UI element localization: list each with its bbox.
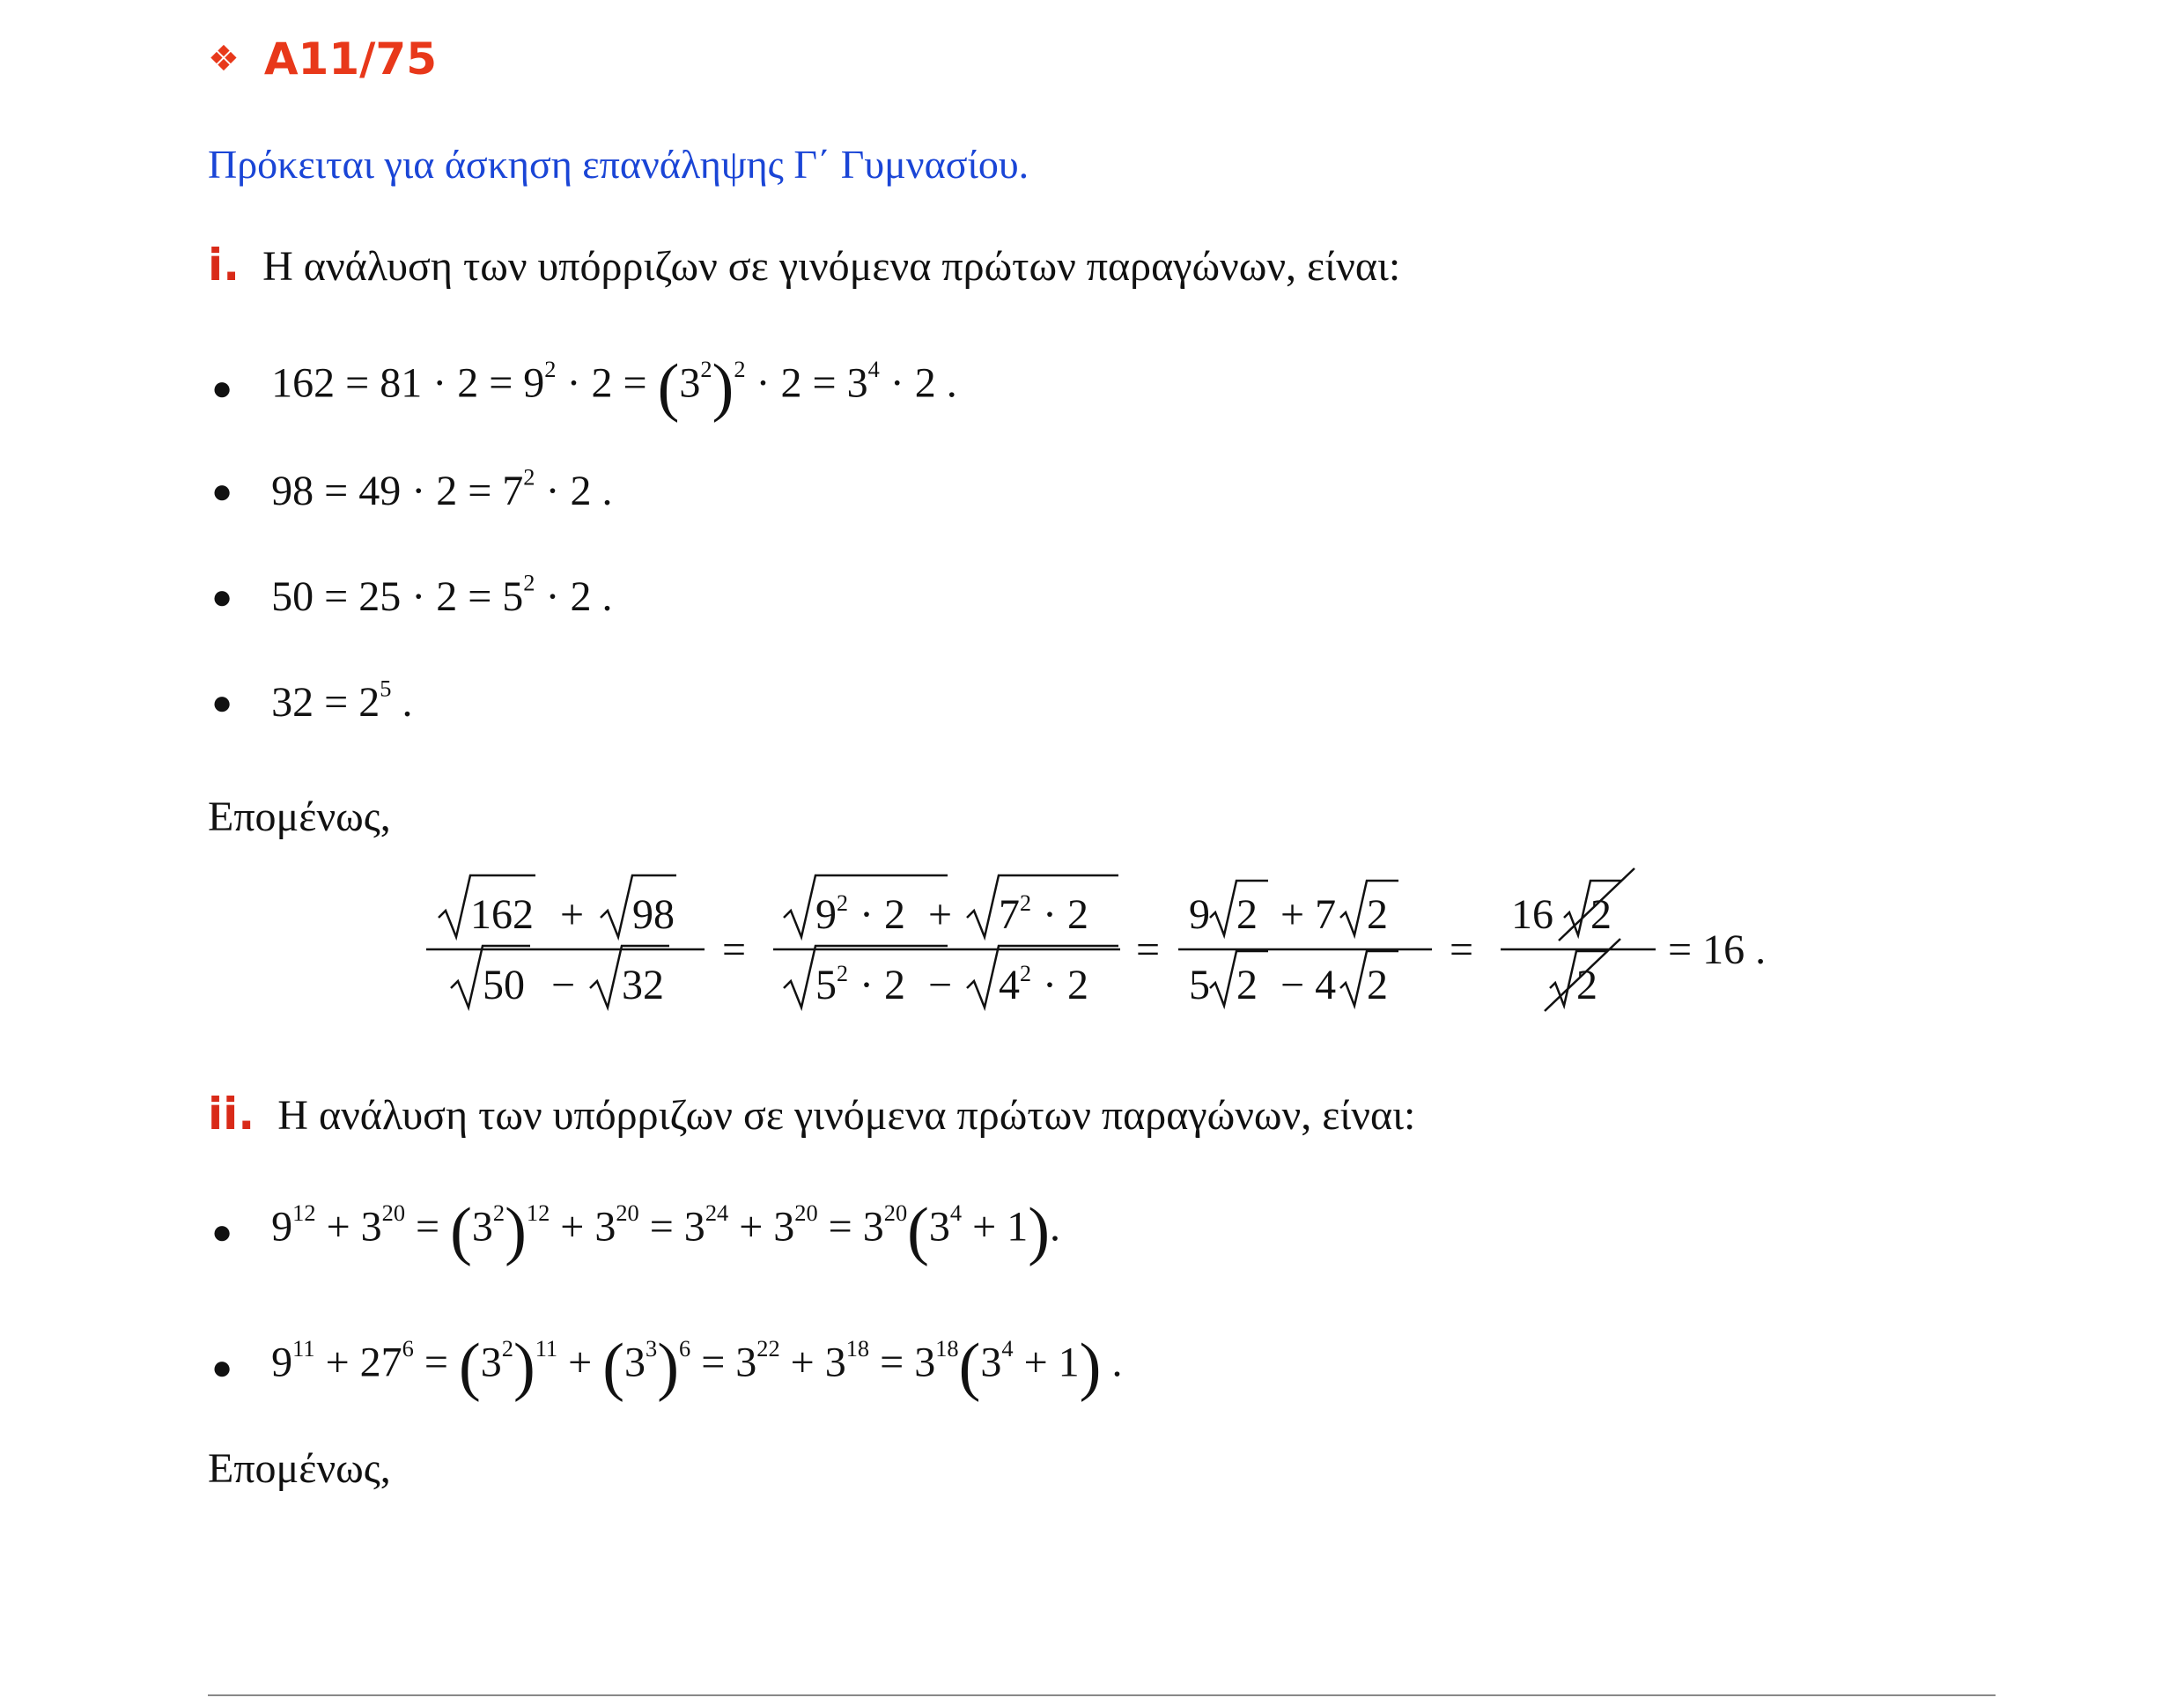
- svg-text:=: =: [1136, 926, 1161, 973]
- list-item: [211, 351, 957, 425]
- svg-text:+: +: [928, 891, 953, 938]
- part-ii-number: ii.: [208, 1089, 255, 1140]
- frac-result: = 16 .: [1668, 926, 1767, 973]
- frac1-num-a: 162: [470, 891, 534, 938]
- exercise-label: A11/75: [263, 33, 437, 85]
- svg-text:2: 2: [1020, 890, 1031, 916]
- exercise-heading: [208, 33, 437, 85]
- part-i-number: i.: [208, 240, 240, 291]
- svg-text:9: 9: [815, 891, 837, 938]
- svg-text:2: 2: [1367, 891, 1388, 938]
- diamond-bullet-icon: ❖: [208, 39, 240, 79]
- list-item: [211, 569, 613, 621]
- bullet-icon: ●: [211, 577, 233, 616]
- bullet-icon: ●: [211, 1347, 233, 1387]
- svg-text:+: +: [560, 891, 585, 938]
- equation-50: $50 = 25 \cdot 2 = 5^2 \cdot 2$ .: [271, 569, 613, 620]
- svg-text:· 2: · 2: [1043, 891, 1088, 938]
- svg-text:· 2: · 2: [860, 962, 905, 1008]
- svg-text:· 2: · 2: [860, 891, 905, 938]
- svg-text:5: 5: [1189, 962, 1210, 1008]
- part-ii-text: Η ανάλυση των υπόρριζων σε γινόμενα πρώτων παραγώνων, είναι:: [277, 1092, 1416, 1139]
- bullet-icon: ●: [211, 471, 233, 511]
- svg-text:2: 2: [837, 890, 848, 916]
- svg-text:2: 2: [1236, 891, 1258, 938]
- svg-text:2: 2: [1590, 891, 1612, 938]
- bullet-icon: ●: [211, 683, 233, 722]
- svg-text:2: 2: [1236, 962, 1258, 1008]
- list-item: [211, 1194, 1060, 1269]
- svg-text:2: 2: [1367, 962, 1388, 1008]
- list-item: [211, 675, 413, 727]
- list-item: [211, 1330, 1122, 1405]
- frac1-den-a: 50: [483, 962, 525, 1008]
- svg-text:2: 2: [1020, 961, 1031, 986]
- list-item: [211, 463, 613, 515]
- equation-32: $32 = 2^5$ .: [271, 675, 413, 726]
- svg-text:−: −: [551, 962, 576, 1008]
- frac1-num-b: 98: [632, 891, 675, 938]
- svg-text:+ 7: + 7: [1280, 891, 1337, 938]
- intro-text: Πρόκειται για άσκηση επανάληψης Γ΄ Γυμνασίου.: [208, 142, 1029, 187]
- therefore-label-2: Επομένως,: [208, 1445, 391, 1492]
- svg-text:5: 5: [815, 962, 837, 1008]
- part-i-header: [208, 240, 1400, 291]
- svg-text:=: =: [722, 926, 747, 973]
- frac1-den-b: 32: [622, 962, 664, 1008]
- equation-9-12: $9^{12} + 3^{20} = (3^2)^{12} + 3^{20} = 3^{24} + 3^{20} = 3^{20}(3^4 + 1)$.: [271, 1195, 1060, 1267]
- svg-text:· 2: · 2: [1043, 962, 1088, 1008]
- part-ii-header: [208, 1089, 1415, 1140]
- footer-divider: [208, 1694, 1996, 1696]
- svg-text:=: =: [1450, 926, 1474, 973]
- therefore-label-1: Επομένως,: [208, 793, 391, 840]
- svg-text:4: 4: [999, 962, 1020, 1008]
- bullet-icon: ●: [211, 1212, 233, 1251]
- equation-162: $162 = 81 \cdot 2 = 9^2 \cdot 2 = (3^2)^2 \cdot 2 = 3^4 \cdot 2$ .: [271, 351, 957, 424]
- frac4-num: 16: [1511, 891, 1553, 938]
- svg-text:7: 7: [999, 891, 1020, 938]
- svg-text:9: 9: [1189, 891, 1210, 938]
- svg-text:2: 2: [837, 961, 848, 986]
- svg-text:−: −: [928, 962, 953, 1008]
- fraction-expression: [414, 854, 1805, 1030]
- svg-text:− 4: − 4: [1280, 962, 1337, 1008]
- bullet-icon: ●: [211, 368, 233, 408]
- svg-text:2: 2: [1576, 962, 1597, 1008]
- equation-98: $98 = 49 \cdot 2 = 7^2 \cdot 2$ .: [271, 463, 613, 514]
- equation-9-11: $9^{11} + 27^6 = (3^2)^{11} + (3^3)^6 = 3^{22} + 3^{18} = 3^{18}(3^4 + 1)$ .: [271, 1331, 1123, 1403]
- part-i-text: Η ανάλυση των υπόρριζων σε γινόμενα πρώτων παραγώνων, είναι:: [262, 243, 1401, 290]
